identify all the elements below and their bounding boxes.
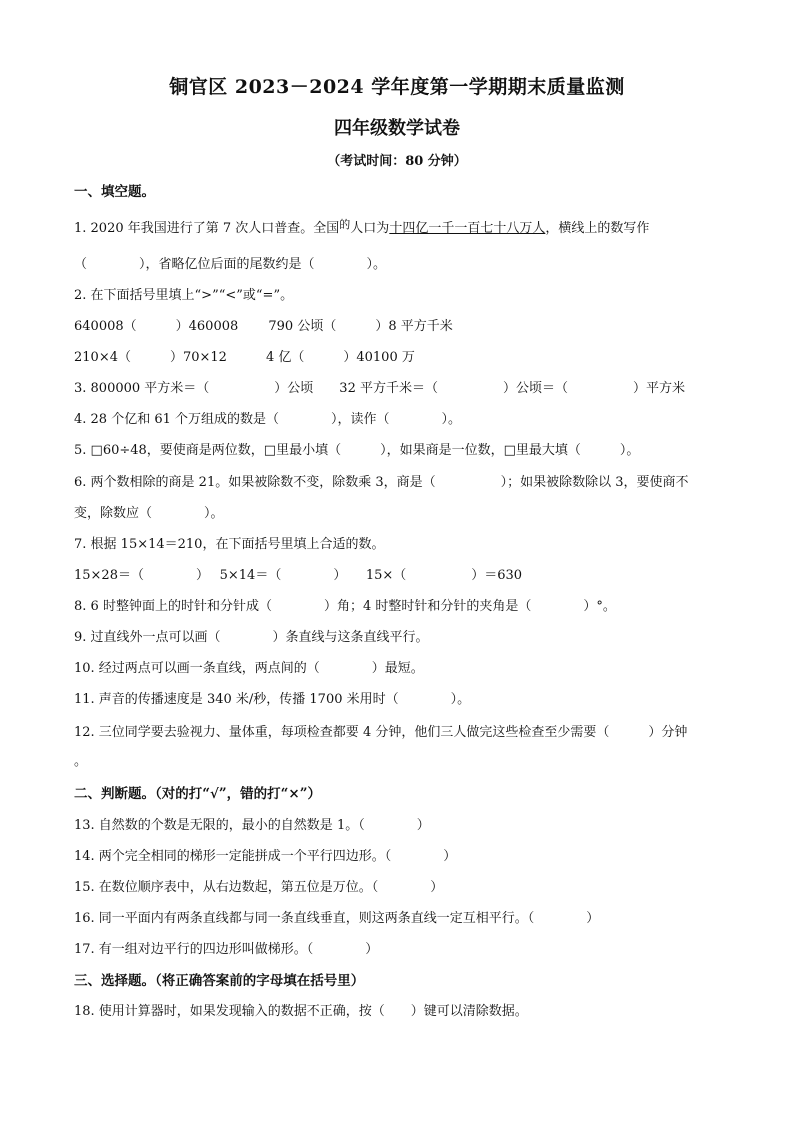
question-11: 11. 声音的传播速度是 340 米/秒，传播 1700 米用时（ ）。 [74, 692, 471, 707]
question-12-line-1: 12. 三位同学要去验视力、量体重，每项检查都要 4 分钟，他们三人做完这些检查至少需要（ ）分钟 [74, 725, 688, 740]
question-1-line-2: （ ），省略亿位后面的尾数约是（ ）。 [74, 257, 387, 272]
question-7-row: 15×28＝（ ） 5×14＝（ ） 15×（ ）＝630 [74, 568, 523, 583]
question-1-text: 1. 2020 年我国进行了第 7 次人口普查。全国 [74, 221, 340, 236]
question-17: 17. 有一组对边平行的四边形叫做梯形。（ ） [74, 942, 379, 957]
question-3: 3. 800000 平方米＝（ ）公顷 32 平方千米＝（ ）公顷＝（ ）平方米 [74, 381, 685, 396]
question-9: 9. 过直线外一点可以画（ ）条直线与这条直线平行。 [74, 630, 429, 645]
question-1-line-1 [74, 218, 734, 237]
question-2: 2. 在下面括号里填上“>”“<”或“=”。 [74, 288, 294, 303]
question-16: 16. 同一平面内有两条直线都与同一条直线垂直，则这两条直线一定互相平行。（ ） [74, 911, 600, 926]
question-5: 5. □60÷48，要使商是两位数，□里最小填（ ），如果商是一位数，□里最大填（ ）。 [74, 443, 640, 458]
question-13: 13. 自然数的个数是无限的，最小的自然数是 1。（ ） [74, 818, 430, 833]
question-1-text-end: ，横线上的数写作 [545, 221, 650, 236]
question-12-line-2: 。 [74, 754, 88, 769]
exam-subtitle: 四年级数学试卷 [334, 118, 460, 139]
question-18: 18. 使用计算器时，如果发现输入的数据不正确，按（ ）键可以清除数据。 [74, 1004, 528, 1019]
exam-time-note: （考试时间：80 分钟） [327, 154, 467, 169]
question-2-row-2: 210×4（ ）70×12 4 亿（ ）40100 万 [74, 350, 415, 365]
question-2-row-1: 640008（ ）460008 790 公顷（ ）8 平方千米 [74, 319, 453, 334]
question-10: 10. 经过两点可以画一条直线，两点间的（ ）最短。 [74, 661, 424, 676]
question-14: 14. 两个完全相同的梯形一定能拼成一个平行四边形。（ ） [74, 849, 457, 864]
question-4: 4. 28 个亿和 61 个万组成的数是（ ），读作（ ）。 [74, 412, 462, 427]
section-fill-blank-heading: 一、填空题。 [74, 184, 155, 200]
section-choice-heading: 三、选择题。（将正确答案前的字母填在括号里） [74, 973, 365, 989]
question-1-underlined-number: 十四亿一千一百七十八万人 [389, 221, 546, 236]
question-6-line-2: 变，除数应（ ）。 [74, 506, 224, 521]
question-6-line-1: 6. 两个数相除的商是 21。如果被除数不变，除数乘 3，商是（ ）；如果被除数除以 3，要使商不 [74, 475, 689, 490]
section-judgement-heading: 二、判断题。（对的打“√”，错的打“×”） [74, 786, 321, 802]
question-1-text-mid: 人口为 [350, 221, 390, 236]
question-7: 7. 根据 15×14＝210，在下面括号里填上合适的数。 [74, 537, 385, 552]
question-15: 15. 在数位顺序表中，从右边数起，第五位是万位。（ ） [74, 880, 444, 895]
exam-title: 铜官区 2023－2024 学年度第一学期期末质量监测 [169, 76, 625, 98]
question-8: 8. 6 时整钟面上的时针和分针成（ ）角；4 时整时针和分针的夹角是（ ）°。 [74, 599, 616, 614]
question-1-de: 的 [339, 218, 351, 231]
